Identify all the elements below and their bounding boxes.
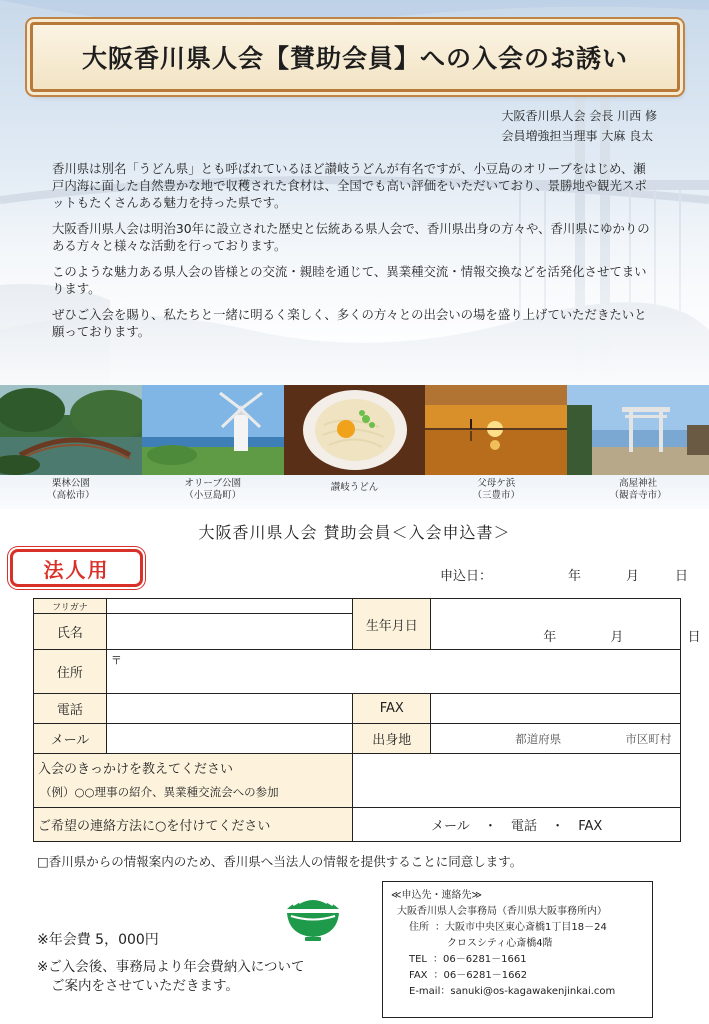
reason-field[interactable] bbox=[353, 754, 681, 808]
photo-caption: 讃岐うどん bbox=[330, 482, 379, 493]
reason-question-cell bbox=[34, 754, 353, 808]
birthdate-label: 生年月日 bbox=[353, 599, 431, 650]
fax-label: FAX bbox=[353, 694, 431, 724]
fee-note-line: ※ご入会後、事務局より年会費納入について bbox=[37, 959, 305, 975]
hometown-label: 出身地 bbox=[353, 724, 431, 754]
birth-year-label: 年 bbox=[543, 630, 557, 645]
fax-field[interactable] bbox=[431, 694, 681, 724]
contact-method-question: ご希望の連絡方法に○を付けてください bbox=[34, 808, 353, 842]
fee-note-line: ご案内をさせていただきます。 bbox=[51, 978, 239, 994]
name-field[interactable] bbox=[106, 614, 352, 650]
furigana-label: フリガナ bbox=[34, 599, 107, 614]
association-logo bbox=[283, 883, 343, 947]
photo-caption: 父母ケ浜 （三豊市） bbox=[472, 478, 521, 501]
birthdate-field[interactable] bbox=[431, 599, 701, 650]
contact-tel: TEL ：06－6281－1661 bbox=[409, 954, 527, 965]
form-heading: 大阪香川県人会 賛助会員＜入会申込書＞ bbox=[198, 523, 511, 542]
officers-block bbox=[502, 106, 657, 146]
city-label: 市区町村 bbox=[625, 731, 672, 746]
birth-month-label: 月 bbox=[610, 630, 624, 645]
corporate-badge bbox=[10, 549, 143, 587]
contact-method-options[interactable]: メール ・ 電話 ・ FAX bbox=[353, 808, 681, 842]
prefecture-label: 都道府県 bbox=[515, 731, 562, 746]
udon-photo bbox=[284, 385, 426, 475]
page-title: 大阪香川県人会【賛助会員】への入会のお誘い bbox=[81, 44, 628, 73]
reason-example: （例）○○理事の紹介、異業種交流会への参加 bbox=[40, 784, 279, 799]
photo-caption: 高屋神社 （観音寺市） bbox=[609, 478, 667, 501]
reason-question: 入会のきっかけを教えてください bbox=[38, 761, 234, 777]
contact-box bbox=[382, 881, 653, 1018]
furigana-field[interactable] bbox=[106, 599, 352, 614]
contact-address-line2: クロスシティ心斎橋4階 bbox=[447, 938, 553, 949]
intro-paragraph: 大阪香川県人会は明治30年に設立された歴史と伝統ある県人会で、香川県出身の方々や、香川県にゆかりのある方々と様々な活動を行っております。 bbox=[52, 221, 650, 253]
annual-fee: ※年会費 5，000円 bbox=[37, 932, 159, 948]
photo-caption: オリーブ公園 （小豆島町） bbox=[184, 478, 242, 501]
photo-captions bbox=[0, 475, 709, 509]
contact-heading: ≪申込先・連絡先≫ bbox=[391, 890, 482, 901]
windmill-photo bbox=[142, 385, 284, 475]
contact-fax: FAX ：06－6281－1662 bbox=[409, 970, 528, 981]
consent-checkbox-text[interactable]: □香川県からの情報案内のため、香川県へ当法人の情報を提供することに同意します。 bbox=[37, 854, 523, 869]
name-label: 氏名 bbox=[34, 614, 107, 650]
email-field[interactable] bbox=[106, 724, 352, 754]
officer-director: 会員増強担当理事 大麻 良太 bbox=[501, 129, 654, 143]
intro-paragraph: このような魅力ある県人会の皆様との交流・親睦を通じて、異業種交流・情報交換などを活発化させてまいります。 bbox=[52, 264, 647, 296]
intro-paragraph: ぜひご入会を賜り、私たちと一緒に明るく楽しく、多くの方々との出会いの場を盛り上げていただきたいと願っております。 bbox=[52, 307, 647, 339]
contact-email[interactable]: E-mail：sanuki@os-kagawakenjinkai.com bbox=[409, 986, 616, 997]
hometown-field[interactable] bbox=[431, 724, 681, 754]
udon-bowl-logo-icon bbox=[283, 883, 343, 943]
phone-field[interactable] bbox=[106, 694, 352, 724]
fee-note bbox=[37, 958, 305, 996]
phone-label: 電話 bbox=[34, 694, 107, 724]
sunset-beach-photo bbox=[425, 385, 567, 475]
address-field[interactable] bbox=[106, 650, 680, 694]
corporate-badge-label: 法人用 bbox=[43, 557, 110, 582]
email-label: メール bbox=[34, 724, 107, 754]
title-banner bbox=[30, 22, 680, 92]
postal-mark: 〒 bbox=[110, 654, 122, 667]
birth-day-label: 日 bbox=[687, 630, 701, 645]
intro-text bbox=[52, 160, 652, 349]
date-label: 申込日： bbox=[440, 569, 493, 584]
torii-shrine-photo bbox=[567, 385, 709, 475]
contact-address: 住所 ：大阪市中央区東心斎橋1丁目18－24 bbox=[409, 922, 607, 933]
address-label: 住所 bbox=[34, 650, 107, 694]
intro-paragraph: 香川県は別名「うどん県」とも呼ばれているほど讃岐うどんが有名ですが、小豆島のオリーブをはじめ、瀬戸内海に面した自然豊かな地で収穫された食材は、全国でも高い評価をいただいており、景勝地や観光スポットもたくさんある魅力を持った県です。 bbox=[52, 161, 647, 210]
officer-president: 大阪香川県人会 会長 川西 修 bbox=[501, 109, 657, 123]
date-year-label: 年 bbox=[568, 569, 582, 584]
date-month-label: 月 bbox=[626, 569, 640, 584]
photo-strip bbox=[0, 385, 709, 475]
application-form bbox=[33, 598, 701, 842]
photo-caption: 栗林公園 （高松市） bbox=[47, 478, 95, 501]
date-day-label: 日 bbox=[675, 569, 689, 584]
contact-office: 大阪香川県人会事務局（香川県大阪事務所内） bbox=[397, 906, 607, 917]
garden-bridge-photo bbox=[0, 385, 142, 475]
